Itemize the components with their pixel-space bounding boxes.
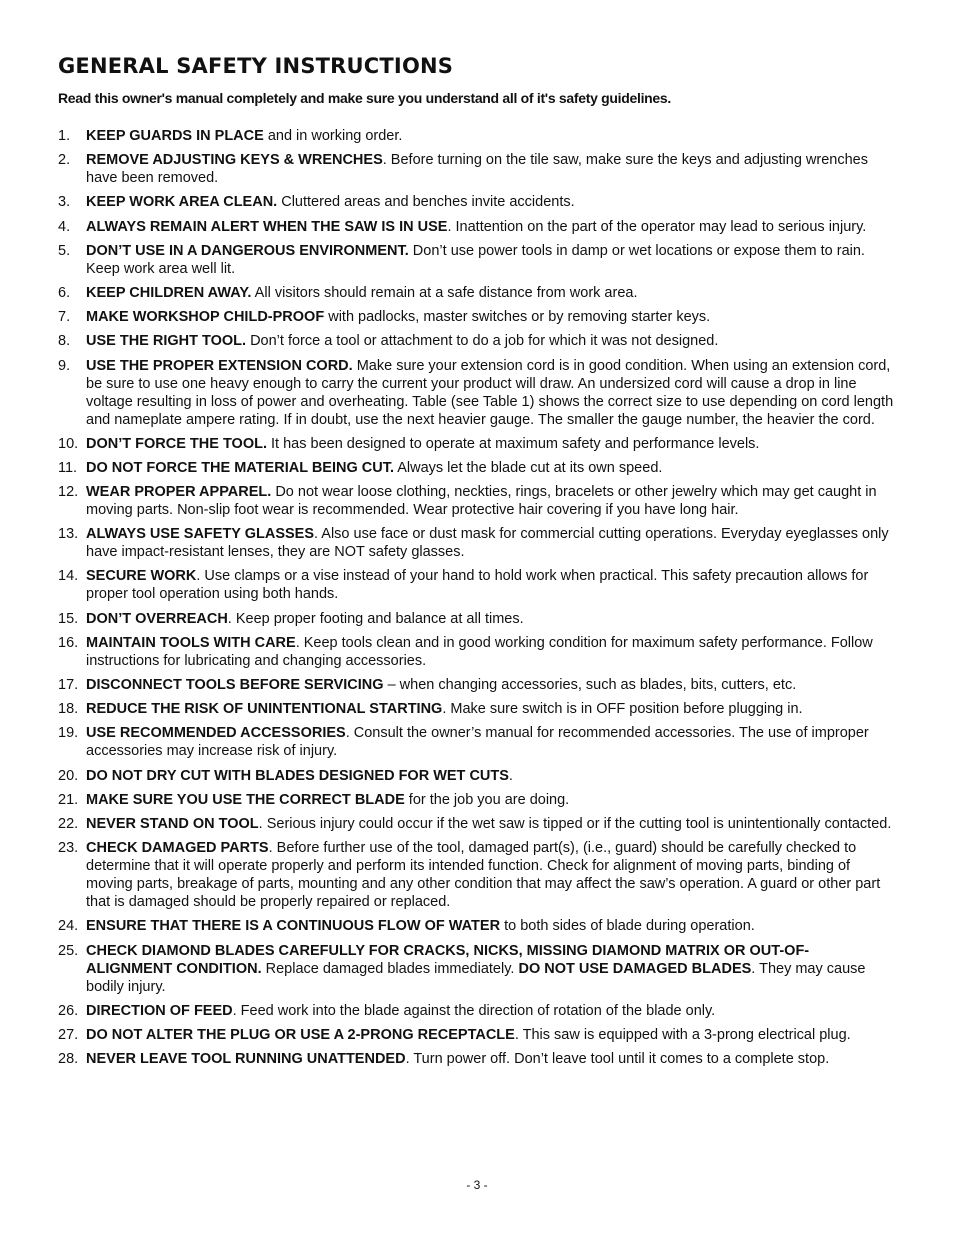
list-item-number: 16. (58, 634, 79, 651)
list-item-heading: DO NOT USE DAMAGED BLADES (518, 960, 752, 977)
list-item-text: – when changing accessories, such as blades, bits, cutters, etc. (383, 677, 797, 693)
list-item (58, 767, 894, 785)
list-item-number: 17. (58, 677, 79, 693)
list-item-number: 9. (58, 357, 71, 374)
list-item-text: All visitors should remain at a safe distance from work area. (251, 284, 638, 301)
list-item-heading: MAKE SURE YOU USE THE CORRECT BLADE (86, 791, 405, 808)
list-item-text: . (508, 767, 513, 784)
list-item-heading: DON’T USE IN A DANGEROUS ENVIRONMENT. (86, 242, 409, 259)
list-item-text: Don’t force a tool or attachment to do a job for which it was not designed. (246, 333, 719, 350)
page-title: GENERAL SAFETY INSTRUCTIONS (58, 54, 454, 78)
list-item-text: . Feed work into the blade against the direction of rotation of the blade only. (232, 1002, 716, 1019)
list-item-heading: MAKE WORKSHOP CHILD-PROOF (86, 309, 325, 326)
list-item (58, 567, 894, 603)
list-item-number: 23. (58, 840, 79, 857)
list-item (58, 357, 894, 429)
list-item-text: . Before further use of the tool, damaged part(s), (i.e., guard) should be carefully checked to determine that it will operate properly and perform its intended function. Check for alignment of moving parts, binding of moving parts, breakage of parts, mounting and any other condition that may affect the saw’s operation. A guard or other part that is damaged should be properly repaired or replaced. (86, 840, 881, 911)
list-item-number: 25. (58, 942, 79, 959)
list-item-heading: ALWAYS REMAIN ALERT WHEN THE SAW IS IN USE (86, 218, 448, 235)
list-item-number: 8. (58, 333, 71, 350)
list-item-text: Always let the blade cut at its own speed. (394, 459, 663, 476)
list-item-text: with padlocks, master switches or by removing starter keys. (324, 309, 711, 326)
list-item-heading: KEEP WORK AREA CLEAN. (86, 194, 278, 211)
list-item (58, 724, 894, 760)
list-item-text: . Keep proper footing and balance at all times. (227, 610, 524, 627)
list-item-heading: NEVER LEAVE TOOL RUNNING UNATTENDED (86, 1051, 406, 1068)
list-item-heading: USE THE PROPER EXTENSION CORD. (86, 357, 353, 374)
list-item-text: . Use clamps or a vise instead of your hand to hold work when practical. This safety precaution allows for proper tool operation using both hands. (86, 568, 869, 603)
list-item-heading: ALWAYS USE SAFETY GLASSES (86, 526, 315, 543)
safety-instructions-list (58, 127, 894, 1068)
list-item-heading: DIRECTION OF FEED (86, 1002, 233, 1019)
list-item (58, 151, 894, 187)
list-item-heading: WEAR PROPER APPAREL. (86, 484, 272, 501)
list-item-text: It has been designed to operate at maximum safety and performance levels. (266, 435, 760, 452)
list-item-text: Do not wear loose clothing, neckties, rings, bracelets or other jewelry which may get caught in moving parts. Non-slip foot wear is recommended. Wear protective hair covering if you have long hair. (86, 484, 877, 519)
list-item (58, 483, 894, 519)
list-item-number: 28. (58, 1051, 79, 1068)
list-item (58, 127, 894, 145)
list-item-text: . Consult the owner’s manual for recommended accessories. The use of improper accessories may increase risk of injury. (86, 725, 869, 760)
list-item-text: . Make sure switch is in OFF position before plugging in. (442, 701, 803, 718)
list-item-text: . They may cause bodily injury. (86, 960, 866, 995)
list-item (58, 308, 894, 326)
list-item-text: Cluttered areas and benches invite accidents. (277, 194, 575, 211)
list-item-heading: DO NOT DRY CUT WITH BLADES DESIGNED FOR WET CUTS (86, 767, 509, 784)
list-item-heading: USE RECOMMENDED ACCESSORIES (86, 725, 346, 742)
list-item (58, 284, 894, 302)
list-item-heading: DO NOT ALTER THE PLUG OR USE A 2-PRONG RECEPTACLE (86, 1026, 515, 1043)
list-item-number: 12. (58, 484, 79, 501)
list-item-heading: DO NOT FORCE THE MATERIAL BEING CUT. (86, 459, 394, 476)
list-item-number: 6. (58, 284, 71, 301)
list-item-number: 5. (58, 242, 71, 259)
list-item-number: 18. (58, 701, 79, 718)
list-item (58, 700, 894, 718)
list-item (58, 1026, 894, 1044)
list-item-text: . Also use face or dust mask for commercial cutting operations. Everyday eyeglasses only have impact-resistant lenses, they are NOT safety glasses. (86, 526, 889, 561)
list-item-number: 1. (58, 128, 71, 144)
list-item-number: 10. (58, 435, 79, 452)
list-item-number: 21. (58, 791, 79, 808)
list-item-text: for the job you are doing. (404, 791, 570, 808)
list-item-number: 27. (58, 1026, 79, 1043)
list-item (58, 1002, 894, 1020)
list-item-heading: NEVER STAND ON TOOL (86, 815, 259, 832)
list-item (58, 525, 894, 561)
list-item (58, 634, 894, 670)
list-item-heading: REMOVE ADJUSTING KEYS & WRENCHES (86, 152, 383, 169)
list-item-number: 24. (58, 918, 79, 935)
list-item-number: 14. (58, 568, 79, 585)
list-item (58, 917, 894, 935)
list-item-heading: USE THE RIGHT TOOL. (86, 333, 247, 350)
list-item-number: 11. (58, 459, 78, 476)
list-item-heading: REDUCE THE RISK OF UNINTENTIONAL STARTING (86, 701, 443, 718)
list-item-heading: CHECK DAMAGED PARTS (86, 840, 269, 857)
list-item (58, 218, 894, 236)
list-item-heading: KEEP CHILDREN AWAY. (86, 284, 252, 301)
list-item-number: 19. (58, 725, 79, 742)
list-item-number: 7. (58, 309, 71, 326)
list-item-heading: DON’T FORCE THE TOOL. (86, 435, 267, 452)
page-number: - 3 - (466, 1178, 488, 1192)
list-item-text: . Inattention on the part of the operator may lead to serious injury. (447, 218, 867, 235)
list-item (58, 435, 894, 453)
list-item-text: . Turn power off. Don’t leave tool until it comes to a complete stop. (405, 1051, 830, 1068)
list-item (58, 815, 894, 833)
list-item (58, 942, 894, 996)
list-item-text: Make sure your extension cord is in good condition. When using an extension cord, be sure to use one heavy enough to carry the current your product will draw. An undersized cord will cause a drop in line voltage resulting in loss of power and overheating. Table (see Table 1) shows the correct size to use depending on cord length and nameplate ampere rating. If in doubt, use the next heavier gauge. The smaller the gauge number, the heavier the cord. (86, 357, 894, 428)
list-item-text: . Serious injury could occur if the wet saw is tipped or if the cutting tool is unintentionally contacted. (258, 815, 892, 832)
list-item-heading: KEEP GUARDS IN PLACE (86, 128, 264, 144)
list-item (58, 459, 894, 477)
list-item-text: to both sides of blade during operation. (500, 918, 755, 935)
list-item (58, 1050, 894, 1068)
list-item-number: 4. (58, 218, 71, 235)
list-item-heading: CHECK DIAMOND BLADES CAREFULLY FOR CRACKS, NICKS, MISSING DIAMOND MATRIX OR OUT-OF-ALIGNMENT CONDITION. (86, 942, 810, 977)
list-item-heading: MAINTAIN TOOLS WITH CARE (86, 634, 296, 651)
list-item-number: 15. (58, 610, 79, 627)
list-item-number: 13. (58, 526, 79, 543)
list-item-heading: DON’T OVERREACH (86, 610, 228, 627)
list-item (58, 839, 894, 911)
list-item-text: and in working order. (263, 128, 403, 144)
list-item (58, 791, 894, 809)
list-item-number: 3. (58, 194, 71, 211)
list-item (58, 332, 894, 350)
list-item-number: 20. (58, 767, 79, 784)
list-item-number: 2. (58, 152, 71, 169)
list-item-number: 22. (58, 815, 79, 832)
list-item (58, 193, 894, 211)
list-item (58, 242, 894, 278)
list-item-text: . This saw is equipped with a 3-prong electrical plug. (514, 1026, 851, 1043)
list-item-text: . Before turning on the tile saw, make sure the keys and adjusting wrenches have been removed. (86, 152, 868, 187)
list-item-text: . Keep tools clean and in good working condition for maximum safety performance. Follow instructions for lubricating and changing accessories. (86, 634, 873, 669)
list-item-text: Replace damaged blades immediately. (261, 960, 519, 977)
list-item-heading: ENSURE THAT THERE IS A CONTINUOUS FLOW OF WATER (86, 918, 501, 935)
list-item-heading: DISCONNECT TOOLS BEFORE SERVICING (86, 677, 384, 693)
document-page (58, 52, 894, 1074)
list-item-heading: SECURE WORK (86, 568, 197, 585)
list-item (58, 676, 894, 694)
page-subtitle: Read this owner's manual completely and make sure you understand all of it's safety guidelines. (58, 90, 671, 106)
list-item (58, 610, 894, 628)
list-item-number: 26. (58, 1002, 79, 1019)
list-item-text: Don’t use power tools in damp or wet locations or expose them to rain. Keep work area well lit. (86, 242, 865, 277)
